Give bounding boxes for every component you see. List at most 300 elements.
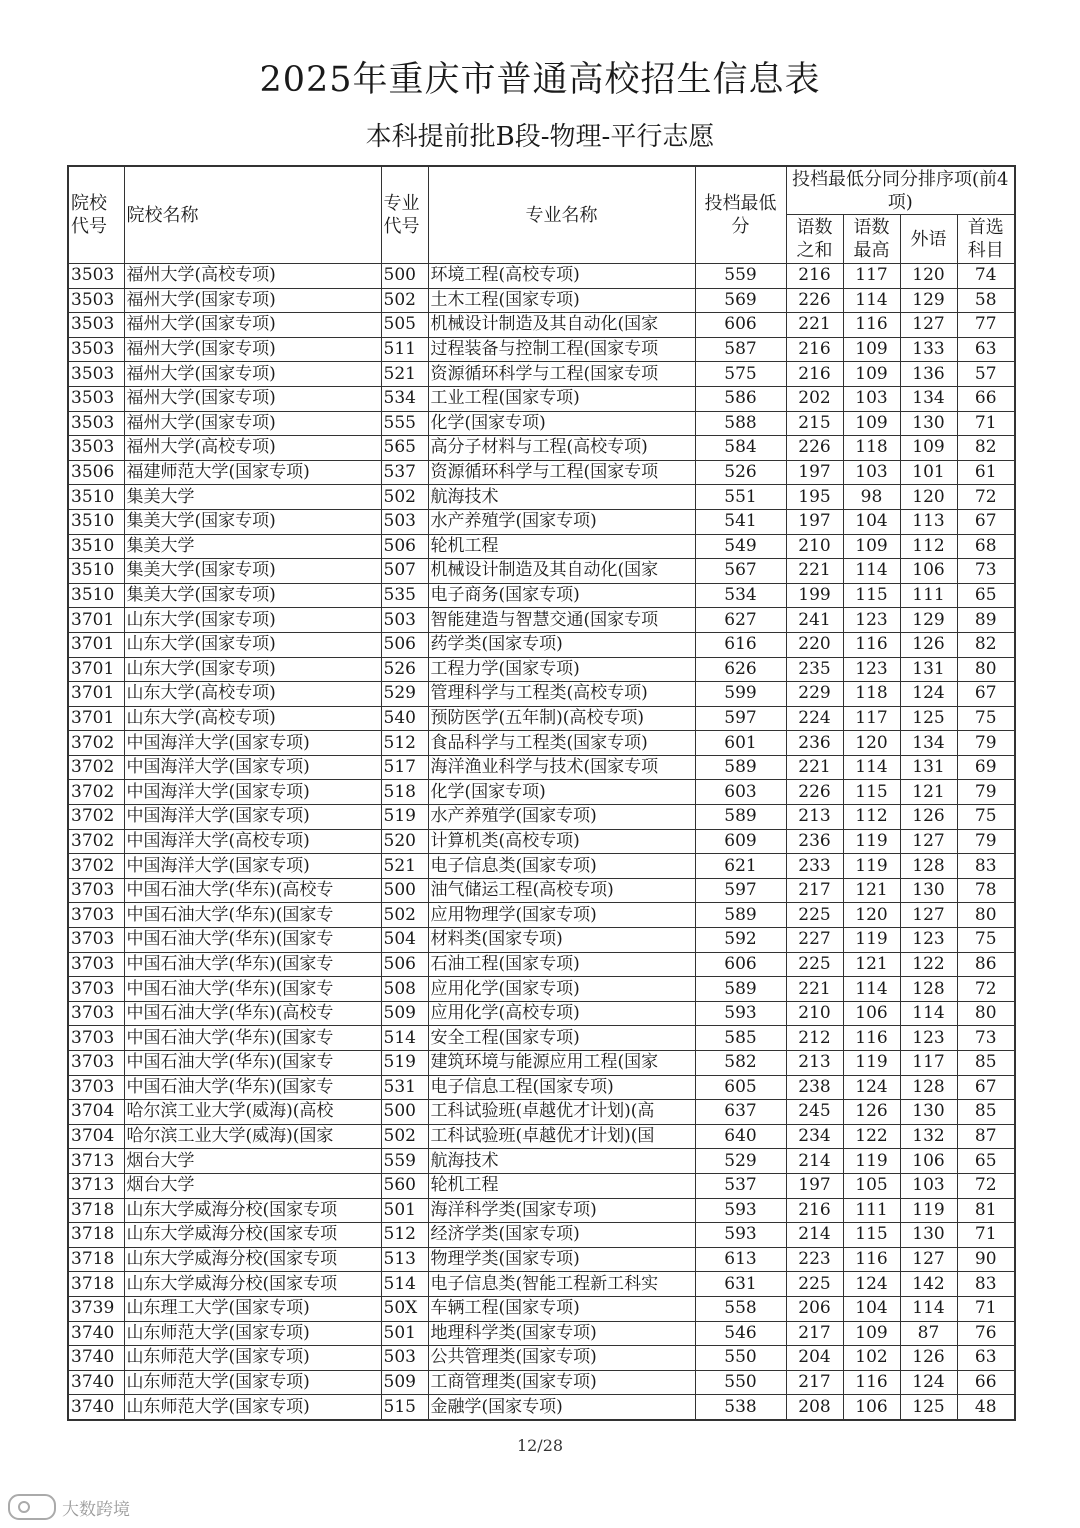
cell-first-subject: 85	[957, 1100, 1015, 1125]
cell-school-code: 3702	[68, 755, 124, 780]
table-row	[68, 608, 1015, 633]
table-row	[68, 1296, 1015, 1321]
cell-first-subject: 75	[957, 706, 1015, 731]
cell-school-name: 福州大学(国家专项)	[124, 362, 381, 387]
table-row	[68, 1075, 1015, 1100]
cell-min-score: 537	[695, 1173, 786, 1198]
cell-min-score: 589	[695, 755, 786, 780]
cell-school-name: 山东理工大学(国家专项)	[124, 1296, 381, 1321]
cell-foreign-language: 114	[900, 1001, 957, 1026]
cell-major-name: 海洋科学类(国家专项)	[428, 1198, 695, 1223]
cell-chinese-math-sum: 221	[786, 313, 843, 338]
header-chinese-math-sum: 语数之和	[786, 215, 843, 264]
cell-min-score: 599	[695, 682, 786, 707]
cell-first-subject: 83	[957, 1272, 1015, 1297]
cell-major-name: 资源循环科学与工程(国家专项	[428, 362, 695, 387]
cell-foreign-language: 128	[900, 977, 957, 1002]
cell-major-code: 560	[381, 1173, 428, 1198]
cell-chinese-math-sum: 197	[786, 509, 843, 534]
cell-chinese-math-max: 109	[843, 534, 900, 559]
cell-major-code: 537	[381, 460, 428, 485]
cell-school-code: 3506	[68, 460, 124, 485]
cell-school-name: 哈尔滨工业大学(威海)(高校	[124, 1100, 381, 1125]
cell-major-code: 501	[381, 1321, 428, 1346]
cell-major-code: 512	[381, 1223, 428, 1248]
table-row	[68, 313, 1015, 338]
cell-chinese-math-sum: 199	[786, 583, 843, 608]
cell-chinese-math-max: 115	[843, 1223, 900, 1248]
cell-major-code: 511	[381, 337, 428, 362]
cell-major-code: 515	[381, 1395, 428, 1420]
cell-school-code: 3701	[68, 682, 124, 707]
cell-min-score: 546	[695, 1321, 786, 1346]
cell-min-score: 593	[695, 1001, 786, 1026]
cell-major-code: 507	[381, 559, 428, 584]
cell-major-name: 航海技术	[428, 485, 695, 510]
cell-foreign-language: 106	[900, 1149, 957, 1174]
cell-major-name: 公共管理类(国家专项)	[428, 1346, 695, 1371]
cell-school-code: 3503	[68, 313, 124, 338]
cell-chinese-math-max: 119	[843, 829, 900, 854]
cell-foreign-language: 113	[900, 509, 957, 534]
cell-first-subject: 65	[957, 1149, 1015, 1174]
cell-major-code: 520	[381, 829, 428, 854]
table-row	[68, 1223, 1015, 1248]
cell-major-name: 工科试验班(卓越优才计划)(高	[428, 1100, 695, 1125]
table-row	[68, 1026, 1015, 1051]
cell-min-score: 567	[695, 559, 786, 584]
header-major-name: 专业名称	[428, 166, 695, 264]
cell-major-code: 559	[381, 1149, 428, 1174]
cell-min-score: 601	[695, 731, 786, 756]
cell-school-code: 3740	[68, 1395, 124, 1420]
cell-major-code: 521	[381, 854, 428, 879]
cell-chinese-math-sum: 229	[786, 682, 843, 707]
cell-chinese-math-sum: 208	[786, 1395, 843, 1420]
cell-major-code: 50X	[381, 1296, 428, 1321]
cell-major-name: 石油工程(国家专项)	[428, 952, 695, 977]
cell-foreign-language: 109	[900, 436, 957, 461]
cell-chinese-math-sum: 216	[786, 264, 843, 289]
cell-chinese-math-max: 103	[843, 386, 900, 411]
table-row	[68, 1149, 1015, 1174]
cell-major-code: 540	[381, 706, 428, 731]
cell-school-name: 福建师范大学(国家专项)	[124, 460, 381, 485]
cell-school-code: 3704	[68, 1124, 124, 1149]
cell-school-code: 3702	[68, 780, 124, 805]
cell-foreign-language: 117	[900, 1051, 957, 1076]
cell-school-code: 3503	[68, 337, 124, 362]
cell-foreign-language: 128	[900, 854, 957, 879]
cell-major-name: 水产养殖学(国家专项)	[428, 509, 695, 534]
page-number: 12/28	[516, 1436, 564, 1455]
table-row	[68, 755, 1015, 780]
cell-school-code: 3503	[68, 411, 124, 436]
cell-major-code: 514	[381, 1026, 428, 1051]
cell-min-score: 550	[695, 1346, 786, 1371]
cell-chinese-math-sum: 215	[786, 411, 843, 436]
cell-major-code: 519	[381, 1051, 428, 1076]
cell-chinese-math-sum: 195	[786, 485, 843, 510]
table-row	[68, 1395, 1015, 1420]
table-row	[68, 903, 1015, 928]
cell-first-subject: 78	[957, 878, 1015, 903]
cell-min-score: 597	[695, 878, 786, 903]
cell-school-code: 3703	[68, 977, 124, 1002]
header-chinese-math-max: 语数最高	[843, 215, 900, 264]
cell-chinese-math-sum: 210	[786, 1001, 843, 1026]
cell-min-score: 616	[695, 632, 786, 657]
cell-min-score: 575	[695, 362, 786, 387]
cell-major-name: 安全工程(国家专项)	[428, 1026, 695, 1051]
cell-chinese-math-max: 106	[843, 1395, 900, 1420]
cell-major-name: 油气储运工程(高校专项)	[428, 878, 695, 903]
cell-school-name: 山东师范大学(国家专项)	[124, 1370, 381, 1395]
cell-foreign-language: 136	[900, 362, 957, 387]
cell-chinese-math-max: 117	[843, 264, 900, 289]
cell-school-code: 3503	[68, 288, 124, 313]
cell-chinese-math-max: 119	[843, 854, 900, 879]
cell-school-name: 集美大学(国家专项)	[124, 583, 381, 608]
cell-major-code: 519	[381, 805, 428, 830]
cell-school-name: 山东大学威海分校(国家专项	[124, 1223, 381, 1248]
watermark	[8, 1494, 130, 1520]
cell-major-name: 工商管理类(国家专项)	[428, 1370, 695, 1395]
cell-first-subject: 79	[957, 780, 1015, 805]
table-row	[68, 1272, 1015, 1297]
cell-school-name: 中国石油大学(华东)(高校专	[124, 878, 381, 903]
admission-table	[67, 165, 1016, 1421]
cell-min-score: 559	[695, 264, 786, 289]
cell-min-score: 589	[695, 805, 786, 830]
cell-school-name: 中国海洋大学(国家专项)	[124, 780, 381, 805]
cell-chinese-math-max: 122	[843, 1124, 900, 1149]
cell-major-name: 药学类(国家专项)	[428, 632, 695, 657]
cell-school-code: 3503	[68, 264, 124, 289]
cell-major-name: 机械设计制造及其自动化(国家	[428, 313, 695, 338]
cell-school-name: 中国石油大学(华东)(高校专	[124, 1001, 381, 1026]
cell-min-score: 587	[695, 337, 786, 362]
cell-chinese-math-sum: 217	[786, 1321, 843, 1346]
cell-chinese-math-max: 114	[843, 288, 900, 313]
cell-school-code: 3503	[68, 386, 124, 411]
cell-school-code: 3510	[68, 583, 124, 608]
cell-chinese-math-max: 123	[843, 657, 900, 682]
cell-first-subject: 79	[957, 731, 1015, 756]
cell-school-code: 3510	[68, 509, 124, 534]
table-row	[68, 534, 1015, 559]
cell-chinese-math-max: 104	[843, 1296, 900, 1321]
cell-school-name: 中国石油大学(华东)(国家专	[124, 903, 381, 928]
cell-first-subject: 65	[957, 583, 1015, 608]
cell-chinese-math-max: 104	[843, 509, 900, 534]
cell-school-name: 中国海洋大学(国家专项)	[124, 805, 381, 830]
cell-major-name: 车辆工程(国家专项)	[428, 1296, 695, 1321]
cell-first-subject: 80	[957, 903, 1015, 928]
cell-first-subject: 81	[957, 1198, 1015, 1223]
cell-major-code: 565	[381, 436, 428, 461]
cell-min-score: 551	[695, 485, 786, 510]
cell-chinese-math-max: 121	[843, 878, 900, 903]
cell-chinese-math-sum: 210	[786, 534, 843, 559]
cell-min-score: 534	[695, 583, 786, 608]
table-row	[68, 1100, 1015, 1125]
table-row	[68, 1173, 1015, 1198]
table-row	[68, 583, 1015, 608]
cell-major-name: 电子商务(国家专项)	[428, 583, 695, 608]
cell-min-score: 549	[695, 534, 786, 559]
cell-school-code: 3703	[68, 903, 124, 928]
cell-first-subject: 80	[957, 1001, 1015, 1026]
cell-chinese-math-max: 106	[843, 1001, 900, 1026]
cell-school-name: 福州大学(国家专项)	[124, 386, 381, 411]
cell-first-subject: 73	[957, 1026, 1015, 1051]
cell-min-score: 538	[695, 1395, 786, 1420]
cell-first-subject: 79	[957, 829, 1015, 854]
cell-chinese-math-sum: 224	[786, 706, 843, 731]
cell-min-score: 613	[695, 1247, 786, 1272]
cell-chinese-math-max: 119	[843, 1051, 900, 1076]
cell-school-name: 中国石油大学(华东)(国家专	[124, 1026, 381, 1051]
cell-min-score: 592	[695, 928, 786, 953]
cell-school-code: 3510	[68, 534, 124, 559]
cell-major-code: 534	[381, 386, 428, 411]
cell-chinese-math-max: 116	[843, 1247, 900, 1272]
header-major-code: 专业代号	[381, 166, 428, 264]
cell-school-name: 山东大学威海分校(国家专项	[124, 1198, 381, 1223]
table-row	[68, 1051, 1015, 1076]
cell-chinese-math-max: 121	[843, 952, 900, 977]
cell-chinese-math-max: 109	[843, 1321, 900, 1346]
cell-min-score: 558	[695, 1296, 786, 1321]
cell-school-code: 3703	[68, 928, 124, 953]
cell-foreign-language: 126	[900, 632, 957, 657]
cell-major-code: 509	[381, 1001, 428, 1026]
cell-foreign-language: 124	[900, 1370, 957, 1395]
cell-chinese-math-sum: 234	[786, 1124, 843, 1149]
cell-chinese-math-sum: 217	[786, 878, 843, 903]
table-row	[68, 485, 1015, 510]
cell-chinese-math-max: 114	[843, 559, 900, 584]
cell-chinese-math-max: 111	[843, 1198, 900, 1223]
table-row	[68, 977, 1015, 1002]
table-row	[68, 706, 1015, 731]
cell-school-name: 中国石油大学(华东)(国家专	[124, 977, 381, 1002]
cell-min-score: 586	[695, 386, 786, 411]
cell-first-subject: 90	[957, 1247, 1015, 1272]
cell-chinese-math-sum: 214	[786, 1223, 843, 1248]
header-first-subject: 首选科目	[957, 215, 1015, 264]
cell-chinese-math-sum: 236	[786, 829, 843, 854]
cell-major-code: 506	[381, 632, 428, 657]
cell-foreign-language: 112	[900, 534, 957, 559]
cell-foreign-language: 134	[900, 731, 957, 756]
cell-chinese-math-max: 116	[843, 1370, 900, 1395]
page-subtitle: 本科提前批B段-物理-平行志愿	[365, 122, 715, 152]
cell-school-name: 中国海洋大学(国家专项)	[124, 731, 381, 756]
cell-chinese-math-sum: 235	[786, 657, 843, 682]
cell-major-code: 502	[381, 288, 428, 313]
cell-min-score: 606	[695, 313, 786, 338]
cell-major-code: 521	[381, 362, 428, 387]
cell-school-name: 福州大学(国家专项)	[124, 288, 381, 313]
cell-foreign-language: 119	[900, 1198, 957, 1223]
cell-major-name: 经济学类(国家专项)	[428, 1223, 695, 1248]
cell-major-name: 化学(国家专项)	[428, 780, 695, 805]
cell-school-code: 3703	[68, 952, 124, 977]
cell-foreign-language: 106	[900, 559, 957, 584]
cell-first-subject: 75	[957, 805, 1015, 830]
cell-school-name: 中国石油大学(华东)(国家专	[124, 1051, 381, 1076]
cell-school-code: 3718	[68, 1223, 124, 1248]
cell-major-code: 500	[381, 878, 428, 903]
table-row	[68, 805, 1015, 830]
cell-min-score: 585	[695, 1026, 786, 1051]
cell-school-name: 山东大学(国家专项)	[124, 608, 381, 633]
cell-first-subject: 85	[957, 1051, 1015, 1076]
cell-major-name: 应用化学(高校专项)	[428, 1001, 695, 1026]
table-row	[68, 657, 1015, 682]
cell-foreign-language: 126	[900, 1346, 957, 1371]
cell-chinese-math-sum: 212	[786, 1026, 843, 1051]
cell-school-name: 集美大学	[124, 485, 381, 510]
cell-major-code: 503	[381, 509, 428, 534]
cell-chinese-math-sum: 221	[786, 559, 843, 584]
cell-chinese-math-sum: 238	[786, 1075, 843, 1100]
cell-school-code: 3740	[68, 1370, 124, 1395]
table-row	[68, 264, 1015, 289]
cell-chinese-math-max: 102	[843, 1346, 900, 1371]
cell-chinese-math-sum: 221	[786, 755, 843, 780]
cell-first-subject: 87	[957, 1124, 1015, 1149]
cell-school-name: 福州大学(国家专项)	[124, 313, 381, 338]
cell-major-code: 502	[381, 1124, 428, 1149]
cell-school-code: 3510	[68, 485, 124, 510]
cell-foreign-language: 87	[900, 1321, 957, 1346]
header-school-code: 院校代号	[68, 166, 124, 264]
cell-major-code: 506	[381, 534, 428, 559]
cell-chinese-math-max: 105	[843, 1173, 900, 1198]
cell-school-code: 3703	[68, 1001, 124, 1026]
cell-chinese-math-max: 116	[843, 632, 900, 657]
watermark-logo-icon	[8, 1494, 56, 1520]
cell-school-name: 山东大学(国家专项)	[124, 632, 381, 657]
cell-chinese-math-sum: 216	[786, 337, 843, 362]
cell-major-name: 土木工程(国家专项)	[428, 288, 695, 313]
cell-major-name: 电子信息类(国家专项)	[428, 854, 695, 879]
table-row	[68, 1198, 1015, 1223]
cell-major-name: 工科试验班(卓越优才计划)(国	[428, 1124, 695, 1149]
cell-chinese-math-max: 116	[843, 313, 900, 338]
cell-first-subject: 61	[957, 460, 1015, 485]
cell-first-subject: 63	[957, 1346, 1015, 1371]
cell-chinese-math-sum: 225	[786, 903, 843, 928]
cell-school-code: 3703	[68, 1075, 124, 1100]
cell-school-name: 山东大学威海分校(国家专项	[124, 1272, 381, 1297]
cell-major-name: 食品科学与工程类(国家专项)	[428, 731, 695, 756]
cell-school-code: 3718	[68, 1272, 124, 1297]
cell-chinese-math-max: 123	[843, 608, 900, 633]
cell-school-name: 山东大学(高校专项)	[124, 706, 381, 731]
cell-first-subject: 68	[957, 534, 1015, 559]
cell-foreign-language: 103	[900, 1173, 957, 1198]
cell-major-name: 工业工程(国家专项)	[428, 386, 695, 411]
cell-major-code: 509	[381, 1370, 428, 1395]
cell-major-name: 航海技术	[428, 1149, 695, 1174]
table-row	[68, 1321, 1015, 1346]
cell-school-name: 山东师范大学(国家专项)	[124, 1346, 381, 1371]
cell-school-name: 中国石油大学(华东)(国家专	[124, 928, 381, 953]
cell-major-name: 计算机类(高校专项)	[428, 829, 695, 854]
cell-first-subject: 67	[957, 1075, 1015, 1100]
table-row	[68, 1247, 1015, 1272]
table-row	[68, 509, 1015, 534]
cell-major-name: 材料类(国家专项)	[428, 928, 695, 953]
cell-major-name: 管理科学与工程类(高校专项)	[428, 682, 695, 707]
table-row	[68, 436, 1015, 461]
cell-foreign-language: 127	[900, 903, 957, 928]
cell-first-subject: 86	[957, 952, 1015, 977]
cell-major-code: 505	[381, 313, 428, 338]
cell-foreign-language: 130	[900, 1100, 957, 1125]
cell-chinese-math-sum: 245	[786, 1100, 843, 1125]
cell-chinese-math-sum: 204	[786, 1346, 843, 1371]
cell-first-subject: 69	[957, 755, 1015, 780]
cell-first-subject: 72	[957, 485, 1015, 510]
cell-foreign-language: 128	[900, 1075, 957, 1100]
cell-chinese-math-max: 124	[843, 1075, 900, 1100]
table-row	[68, 682, 1015, 707]
cell-min-score: 605	[695, 1075, 786, 1100]
table-row	[68, 829, 1015, 854]
cell-foreign-language: 120	[900, 485, 957, 510]
cell-foreign-language: 125	[900, 1395, 957, 1420]
cell-school-code: 3701	[68, 608, 124, 633]
cell-major-name: 建筑环境与能源应用工程(国家	[428, 1051, 695, 1076]
cell-min-score: 526	[695, 460, 786, 485]
cell-foreign-language: 124	[900, 682, 957, 707]
cell-major-code: 504	[381, 928, 428, 953]
cell-major-code: 508	[381, 977, 428, 1002]
cell-min-score: 606	[695, 952, 786, 977]
cell-major-code: 503	[381, 608, 428, 633]
cell-foreign-language: 122	[900, 952, 957, 977]
cell-chinese-math-max: 109	[843, 411, 900, 436]
cell-school-code: 3503	[68, 362, 124, 387]
cell-chinese-math-max: 112	[843, 805, 900, 830]
table-row	[68, 1001, 1015, 1026]
cell-min-score: 631	[695, 1272, 786, 1297]
cell-first-subject: 57	[957, 362, 1015, 387]
header-foreign-language: 外语	[900, 215, 957, 264]
cell-chinese-math-sum: 206	[786, 1296, 843, 1321]
cell-chinese-math-max: 103	[843, 460, 900, 485]
cell-foreign-language: 132	[900, 1124, 957, 1149]
cell-foreign-language: 129	[900, 288, 957, 313]
cell-min-score: 584	[695, 436, 786, 461]
cell-school-name: 中国海洋大学(高校专项)	[124, 829, 381, 854]
cell-chinese-math-sum: 225	[786, 1272, 843, 1297]
cell-major-name: 轮机工程	[428, 534, 695, 559]
cell-chinese-math-sum: 223	[786, 1247, 843, 1272]
cell-chinese-math-sum: 226	[786, 780, 843, 805]
cell-first-subject: 72	[957, 977, 1015, 1002]
cell-chinese-math-max: 124	[843, 1272, 900, 1297]
cell-school-code: 3703	[68, 1051, 124, 1076]
cell-chinese-math-sum: 217	[786, 1370, 843, 1395]
watermark-text: 大数跨境	[62, 1499, 130, 1520]
cell-foreign-language: 130	[900, 878, 957, 903]
